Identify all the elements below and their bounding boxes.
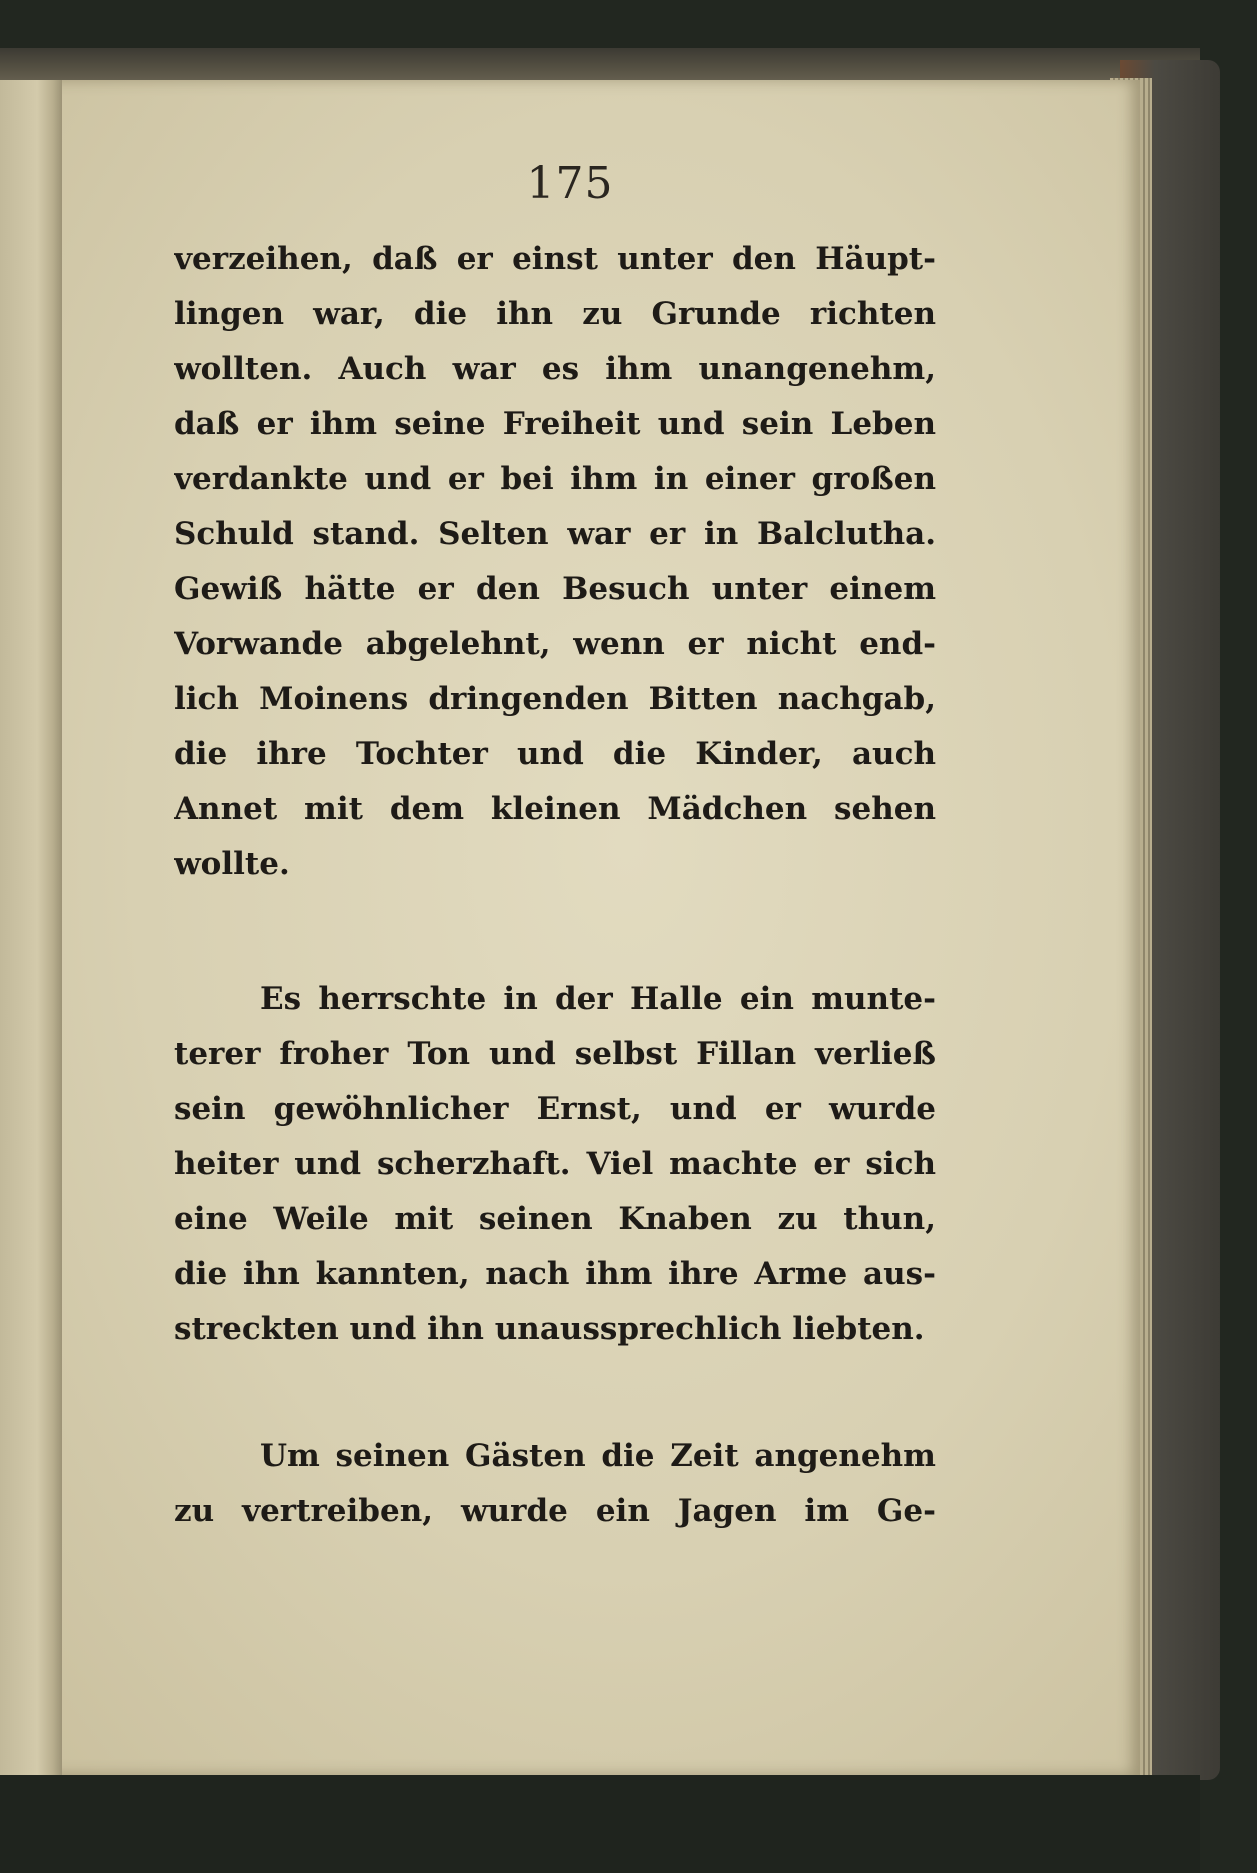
text-line: lingen war, die ihn zu Grunde richten: [174, 296, 936, 332]
text-line: eine Weile mit seinen Knaben zu thun,: [174, 1201, 936, 1237]
text-line: Vorwande abgelehnt, wenn er nicht end-: [174, 626, 936, 662]
text-line: die ihn kannten, nach ihm ihre Arme aus-: [174, 1256, 936, 1292]
text-line: sein gewöhnlicher Ernst, und er wurde: [174, 1091, 936, 1127]
text-line: die ihre Tochter und die Kinder, auch: [174, 736, 936, 772]
text-line: zu vertreiben, wurde ein Jagen im Ge-: [174, 1493, 936, 1529]
paragraph-gap: [174, 1357, 936, 1429]
text-line: verdankte und er bei ihm in einer großen: [174, 461, 936, 497]
text-line: Annet mit dem kleinen Mädchen sehen: [174, 791, 936, 827]
text-line: Gewiß hätte er den Besuch unter einem: [174, 571, 936, 607]
page-number: 175: [526, 158, 614, 209]
body-text: [174, 232, 936, 1539]
text-line: verzeihen, daß er einst unter den Häupt-: [174, 241, 936, 277]
text-line: Es herrschte in der Halle ein munte-: [260, 981, 936, 1017]
text-line: wollte.: [174, 846, 290, 882]
text-line: terer froher Ton und selbst Fillan verließ: [174, 1036, 936, 1072]
text-line: lich Moinens dringenden Bitten nachgab,: [174, 681, 936, 717]
text-line: wollten. Auch war es ihm unangenehm,: [174, 351, 936, 387]
book-gutter: [0, 80, 62, 1775]
text-line: streckten und ihn unaussprechlich liebten.: [174, 1311, 925, 1347]
paragraph-gap: [174, 892, 936, 972]
text-line: daß er ihm seine Freiheit und sein Leben: [174, 406, 936, 442]
text-line: heiter und scherzhaft. Viel machte er sich: [174, 1146, 936, 1182]
text-line: Schuld stand. Selten war er in Balclutha.: [174, 516, 936, 552]
background-bottom: [0, 1775, 1200, 1873]
text-line: Um seinen Gästen die Zeit angenehm: [260, 1438, 936, 1474]
